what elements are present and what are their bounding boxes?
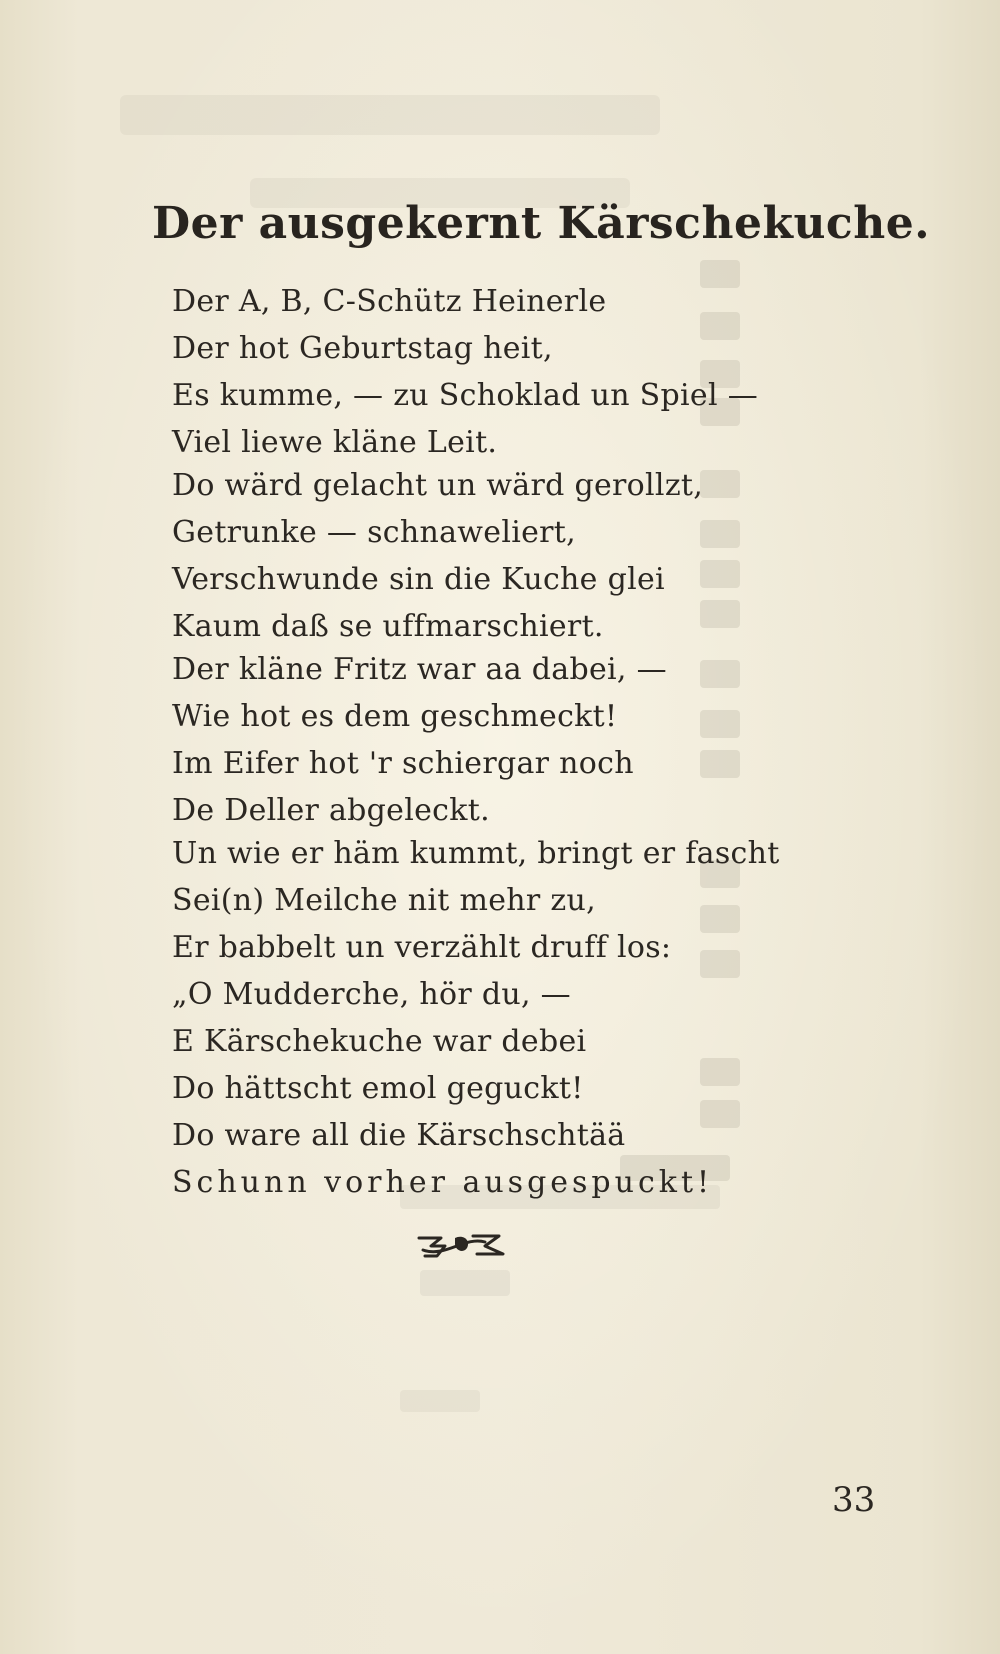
poem-line: Der A, B, C-Schütz Heinerle bbox=[172, 284, 607, 319]
poem-line: Sei(n) Meilche nit mehr zu, bbox=[172, 883, 596, 918]
poem-line: Es kumme, — zu Schoklad un Spiel — bbox=[172, 378, 759, 413]
stanza-3 bbox=[172, 646, 772, 834]
poem-line: Der kläne Fritz war aa dabei, — bbox=[172, 652, 667, 687]
poem-line: Getrunke — schnaweliert, bbox=[172, 515, 576, 550]
poem-line: Wie hot es dem geschmeckt! bbox=[172, 699, 618, 734]
stanza-4 bbox=[172, 830, 780, 1206]
poem-line: Kaum daß se uffmarschiert. bbox=[172, 609, 604, 644]
poem-line: Er babbelt un verzählt druff los: bbox=[172, 930, 672, 965]
poem-line: Do ware all die Kärschschtää bbox=[172, 1118, 626, 1153]
page-number: 33 bbox=[832, 1480, 876, 1520]
printers-ornament-icon bbox=[415, 1228, 507, 1262]
stanza-2 bbox=[172, 462, 772, 650]
poem-line: Schunn vorher ausgespuckt! bbox=[172, 1165, 714, 1200]
poem-line: De Deller abgeleckt. bbox=[172, 793, 490, 828]
poem-title: Der ausgekernt Kärschekuche. bbox=[152, 198, 931, 249]
poem-line: Do hättscht emol geguckt! bbox=[172, 1071, 584, 1106]
poem-line: E Kärschekuche war debei bbox=[172, 1024, 587, 1059]
poem-line: Un wie er häm kummt, bringt er fascht bbox=[172, 836, 780, 871]
poem-line: Do wärd gelacht un wärd gerollzt, bbox=[172, 468, 704, 503]
poem-line: „O Mudderche, hör du, — bbox=[172, 977, 571, 1012]
poem-line: Viel liewe kläne Leit. bbox=[172, 425, 498, 460]
poem-line: Im Eifer hot 'r schiergar noch bbox=[172, 746, 634, 781]
poem-line: Verschwunde sin die Kuche glei bbox=[172, 562, 665, 597]
poem-line: Der hot Geburtstag heit, bbox=[172, 331, 553, 366]
stanza-1 bbox=[172, 278, 772, 466]
